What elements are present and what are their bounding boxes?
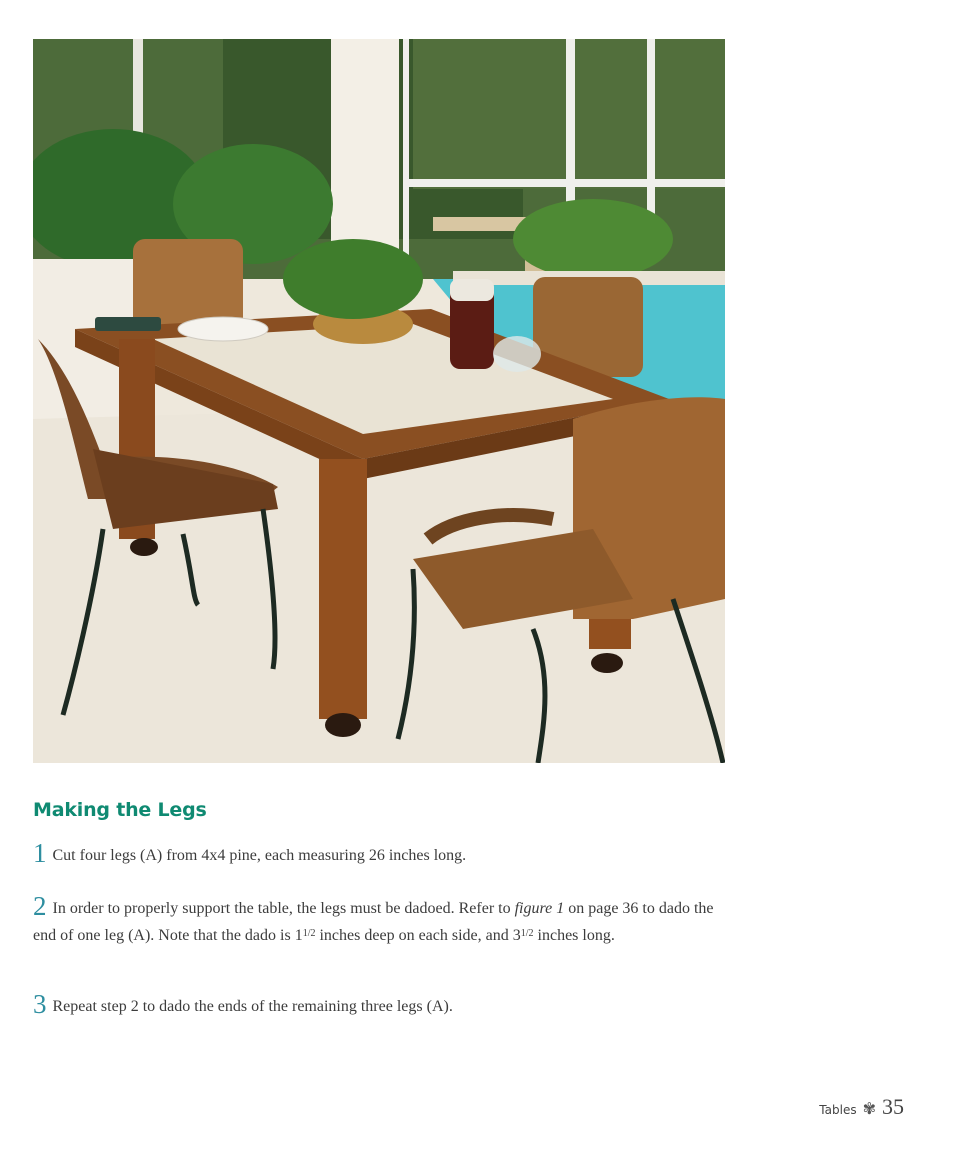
- section-heading: Making the Legs: [33, 799, 207, 821]
- page-footer: [819, 1094, 904, 1120]
- figure-reference: figure 1: [514, 900, 565, 917]
- fraction: 1/2: [520, 928, 534, 939]
- step-number: 1: [33, 838, 47, 868]
- step-2: [33, 891, 733, 948]
- step-text: In order to properly support the table, the legs must be dadoed. Refer to: [52, 900, 515, 917]
- step-number: 2: [33, 891, 47, 921]
- fraction: 1/2: [302, 928, 316, 939]
- patio-table-photo: [33, 39, 725, 763]
- step-number: 3: [33, 989, 47, 1019]
- step-text: Cut four legs (A) from 4x4 pine, each measuring 26 inches long.: [52, 847, 467, 864]
- step-text: on page 36 to dado the end of one leg (A). Note that the dado is 1: [33, 900, 714, 944]
- step-3: [33, 989, 733, 1019]
- step-text: Repeat step 2 to dado the ends of the remaining three legs (A).: [52, 998, 453, 1015]
- step-1: [33, 838, 733, 868]
- step-text: inches deep on each side, and 3: [315, 927, 521, 944]
- patio-dining-table-illustration: [33, 39, 725, 763]
- footer-section-label: Tables: [819, 1103, 857, 1117]
- page-number: 35: [882, 1094, 904, 1119]
- ornament-icon: ✾: [862, 1101, 876, 1118]
- step-text: inches long.: [533, 927, 615, 944]
